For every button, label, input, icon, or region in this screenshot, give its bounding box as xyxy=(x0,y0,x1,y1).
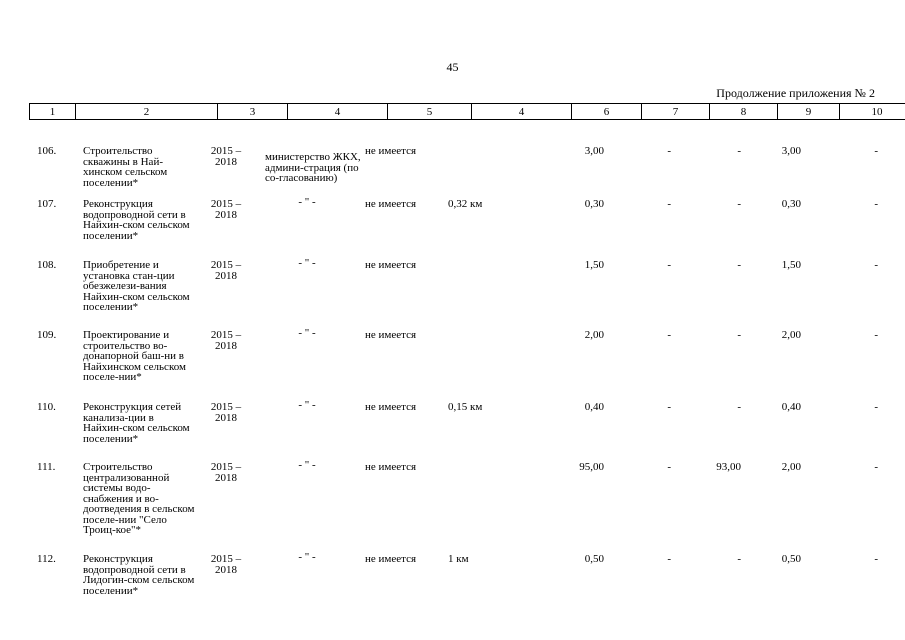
period: 2015 – 2018 xyxy=(210,198,242,221)
project-name: Приобретение и установка стан-ции обезжелези-вания Найхин-ском сельском поселении* xyxy=(83,259,190,313)
col8-value: 93,00 xyxy=(716,461,741,473)
col7-value: - xyxy=(667,259,671,271)
column-number: 10 xyxy=(840,104,905,120)
row-number: 110. xyxy=(37,401,56,413)
period: 2015 – 2018 xyxy=(210,145,242,168)
project-name: Реконструкция водопроводной сети в Найхин-ском сельском поселении* xyxy=(83,198,190,242)
col7-value: - xyxy=(667,329,671,341)
availability: не имеется xyxy=(365,401,417,413)
executor: - " - xyxy=(298,196,316,208)
row-number: 109. xyxy=(37,329,57,341)
column-number: 9 xyxy=(778,104,840,120)
column-number: 4 xyxy=(288,104,388,120)
col8-value: - xyxy=(737,401,741,413)
availability: не имеется xyxy=(365,329,417,341)
availability: не имеется xyxy=(365,461,417,473)
row-number: 108. xyxy=(37,259,57,271)
project-name: Строительство централизованной системы водо-снабжения и во-доотведения в сельском поселе-нии "Село Троиц-кое"* xyxy=(83,461,195,536)
executor: - " - xyxy=(298,257,316,269)
availability: не имеется xyxy=(365,553,417,565)
col7-value: - xyxy=(667,461,671,473)
col8-value: - xyxy=(737,329,741,341)
col10-value: - xyxy=(874,145,878,157)
total-value: 95,00 xyxy=(579,461,604,473)
total-value: 2,00 xyxy=(584,329,604,341)
row-number: 111. xyxy=(37,461,56,473)
total-value: 0,30 xyxy=(584,198,604,210)
column-number: 5 xyxy=(388,104,472,120)
project-name: Реконструкция водопроводной сети в Лидогин-ском сельском поселении* xyxy=(83,553,195,597)
col7-value: - xyxy=(667,401,671,413)
total-value: 0,50 xyxy=(584,553,604,565)
availability: не имеется xyxy=(365,259,417,271)
period: 2015 – 2018 xyxy=(210,401,242,424)
executor: министерство ЖКХ, админи-страция (по со-гласованию) xyxy=(265,151,361,184)
project-name: Реконструкция сетей канализа-ции в Найхин-ском сельском поселении* xyxy=(83,401,190,445)
col8-value: - xyxy=(737,259,741,271)
appendix-caption: Продолжение приложения № 2 xyxy=(716,86,875,100)
col7-value: - xyxy=(667,553,671,565)
row-number: 107. xyxy=(37,198,57,210)
capacity: 0,32 км xyxy=(448,198,483,210)
project-name: Строительство скважины в Най-хинском сельском поселении* xyxy=(83,145,168,189)
total-value: 1,50 xyxy=(584,259,604,271)
executor: - " - xyxy=(298,551,316,563)
col8-value: - xyxy=(737,145,741,157)
col10-value: - xyxy=(874,259,878,271)
col8-value: - xyxy=(737,198,741,210)
col10-value: - xyxy=(874,401,878,413)
period: 2015 – 2018 xyxy=(210,329,242,352)
column-number: 6 xyxy=(572,104,642,120)
executor: - " - xyxy=(298,459,316,471)
row-number: 112. xyxy=(37,553,56,565)
column-number: 2 xyxy=(76,104,218,120)
executor: - " - xyxy=(298,399,316,411)
availability: не имеется xyxy=(365,198,417,210)
project-name: Проектирование и строительство во-донапорной баш-ни в Найхинском сельском поселе-нии* xyxy=(83,329,186,383)
column-number: 7 xyxy=(642,104,710,120)
column-numbers-header xyxy=(29,103,905,120)
capacity: 0,15 км xyxy=(448,401,483,413)
page-number: 45 xyxy=(446,60,459,74)
col9-value: 2,00 xyxy=(781,329,801,341)
col9-value: 0,50 xyxy=(781,553,801,565)
col9-value: 0,30 xyxy=(781,198,801,210)
column-number: 4 xyxy=(472,104,572,120)
executor: - " - xyxy=(298,327,316,339)
period: 2015 – 2018 xyxy=(210,553,242,576)
period: 2015 – 2018 xyxy=(210,461,242,484)
col10-value: - xyxy=(874,461,878,473)
col10-value: - xyxy=(874,329,878,341)
column-number: 1 xyxy=(30,104,76,120)
total-value: 0,40 xyxy=(584,401,604,413)
col9-value: 1,50 xyxy=(781,259,801,271)
col10-value: - xyxy=(874,198,878,210)
capacity: 1 км xyxy=(448,553,469,565)
col9-value: 0,40 xyxy=(781,401,801,413)
column-number: 3 xyxy=(218,104,288,120)
column-number: 8 xyxy=(710,104,778,120)
col9-value: 2,00 xyxy=(781,461,801,473)
col9-value: 3,00 xyxy=(781,145,801,157)
col10-value: - xyxy=(874,553,878,565)
col7-value: - xyxy=(667,145,671,157)
row-number: 106. xyxy=(37,145,57,157)
col8-value: - xyxy=(737,553,741,565)
availability: не имеется xyxy=(365,145,417,157)
period: 2015 – 2018 xyxy=(210,259,242,282)
col7-value: - xyxy=(667,198,671,210)
total-value: 3,00 xyxy=(584,145,604,157)
